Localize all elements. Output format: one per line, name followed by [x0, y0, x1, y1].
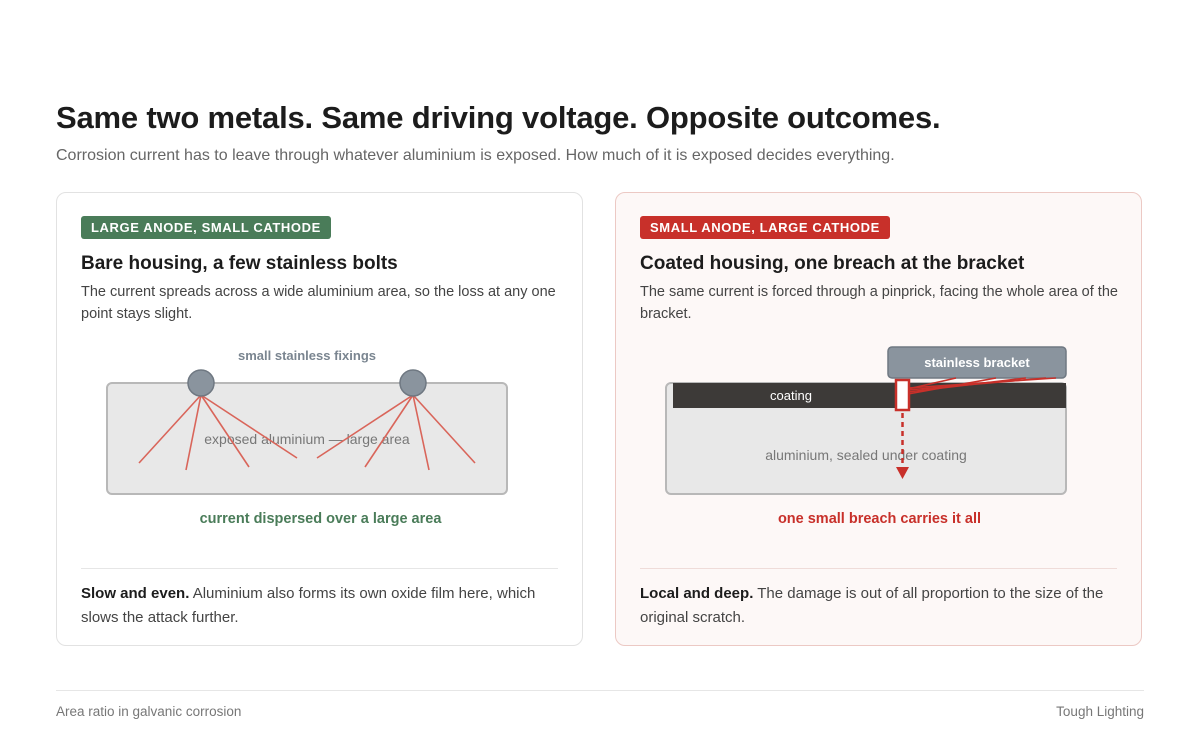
coating-layer: [673, 383, 1066, 408]
large-anode-badge: LARGE ANODE, SMALL CATHODE: [81, 216, 331, 239]
left-card-title: Bare housing, a few stainless bolts: [81, 253, 398, 274]
right-card-title: Coated housing, one breach at the bracket: [640, 253, 1025, 274]
fixings-label: small stainless fixings: [237, 348, 377, 363]
coating-breach: [896, 380, 909, 410]
left-footnote: [81, 582, 561, 630]
right-footnote-lead: Local and deep.: [640, 585, 754, 602]
right-footnote-text: The damage is out of all proportion to the size of the original scratch.: [640, 585, 1104, 626]
small-anode-badge: SMALL ANODE, LARGE CATHODE: [640, 216, 890, 239]
right-card-description: The same current is forced through a pinprick, facing the whole area of the bracket.: [640, 284, 1118, 322]
right-divider: [640, 568, 1117, 569]
left-card-description: The current spreads across a wide aluminium area, so the loss at any one point stays slight.: [81, 284, 556, 322]
left-footnote-lead: Slow and even.: [81, 585, 190, 602]
coating-label: coating: [770, 388, 812, 403]
right-footnote: [640, 582, 1120, 630]
small-anode-card: [615, 192, 1142, 646]
page-subtitle: Corrosion current has to leave through whatever aluminium is exposed. How much of it is exposed decides everything.: [56, 147, 895, 164]
footer-caption: Area ratio in galvanic corrosion: [56, 704, 242, 719]
left-footnote-text: Aluminium also forms its own oxide film here, which slows the attack further.: [81, 585, 536, 626]
left-divider: [81, 568, 558, 569]
stainless-bolt: [400, 370, 426, 396]
exposed-aluminium-label: exposed aluminium — large area: [204, 431, 410, 447]
page-title: Same two metals. Same driving voltage. Opposite outcomes.: [56, 100, 941, 135]
sealed-aluminium-label: aluminium, sealed under coating: [765, 447, 967, 463]
stainless-bolt: [188, 370, 214, 396]
footer-divider: [56, 690, 1144, 691]
footer-brand: Tough Lighting: [1056, 704, 1144, 719]
bracket-label: stainless bracket: [924, 355, 1030, 370]
large-anode-card: [56, 192, 583, 646]
right-caption: one small breach carries it all: [777, 511, 982, 527]
left-caption: current dispersed over a large area: [199, 511, 442, 527]
